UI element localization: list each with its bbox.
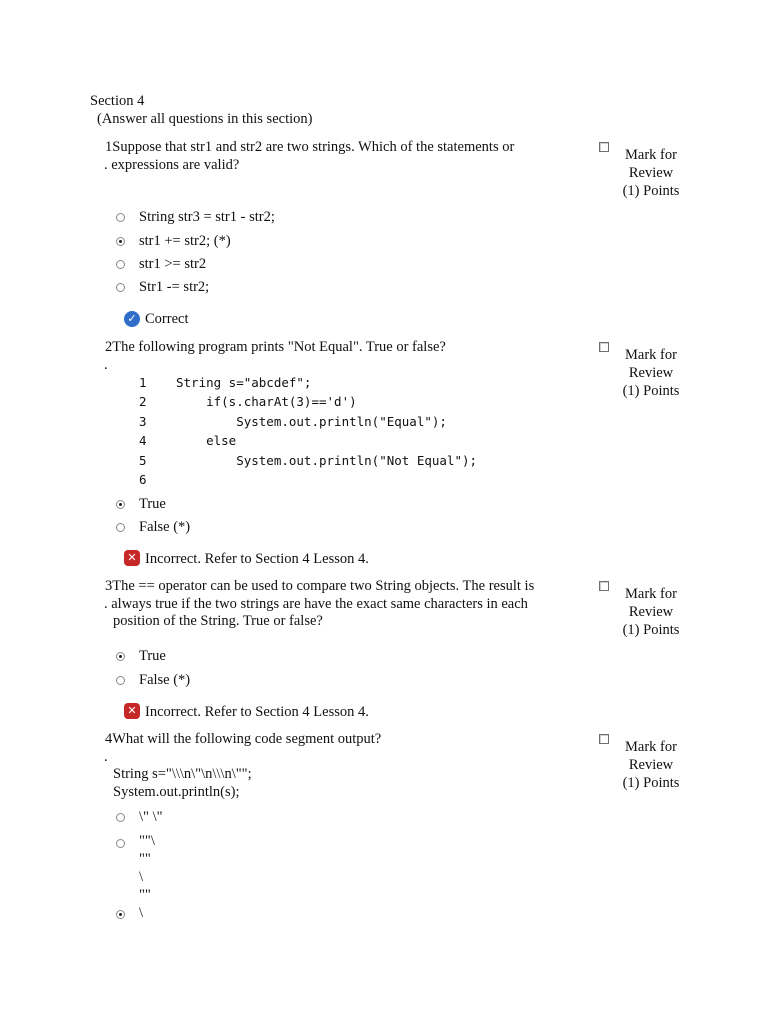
answer-label: String str3 = str1 - str2; (139, 209, 275, 225)
feedback-text: Correct (145, 311, 189, 327)
question-number: 2 (105, 339, 113, 355)
question-dot: . (104, 749, 108, 765)
points-label: (1) Points (622, 622, 680, 638)
mark-for-review-line1: Mark for (625, 739, 677, 755)
answer-radio[interactable] (116, 283, 125, 292)
code-line: System.out.println("Not Equal"); (176, 453, 478, 468)
code-line: if(s.charAt(3)=='d') (176, 394, 357, 409)
question-text-line: What will the following code segment output? (112, 731, 382, 747)
mark-for-review-line2: Review (628, 757, 674, 773)
question-text (105, 338, 446, 356)
answer-radio[interactable] (116, 676, 125, 685)
answer-label: False (*) (139, 672, 191, 688)
mark-for-review-label (596, 146, 706, 200)
answer-label: False (*) (139, 519, 191, 535)
question-text-line-content: always true if the two strings are have the exact same characters in each (111, 596, 528, 612)
question-text-line: The == operator can be used to compare two String objects. The result is (112, 578, 535, 594)
mark-for-review-label (596, 585, 706, 639)
answer-radio-selected[interactable] (116, 652, 125, 661)
answer-label-line: "" (139, 851, 151, 867)
code-line-number: 3 (139, 414, 147, 429)
answer-label: \ (139, 905, 144, 921)
code-line-number: 2 (139, 394, 147, 409)
question-text (105, 577, 534, 595)
mark-for-review-line2: Review (628, 604, 674, 620)
question-text-line: The following program prints "Not Equal". True or false? (112, 339, 446, 355)
code-line-number: 5 (139, 453, 147, 468)
x-icon: ✕ (124, 703, 140, 719)
section-instructions: (Answer all questions in this section) (97, 111, 313, 127)
x-icon: ✕ (124, 550, 140, 566)
code-line-number: 1 (139, 375, 147, 390)
code-line: String s="abcdef"; (176, 375, 312, 390)
feedback-text: Incorrect. Refer to Section 4 Lesson 4. (145, 551, 369, 567)
points-label: (1) Points (622, 775, 680, 791)
code-line: String s="\\\n\"\n\\\n\""; (113, 766, 252, 782)
code-line: System.out.println("Equal"); (176, 414, 447, 429)
question-dot: . (104, 357, 108, 373)
question-text-line: Suppose that str1 and str2 are two strings. Which of the statements or (112, 139, 515, 155)
answer-radio[interactable] (116, 813, 125, 822)
section-title: Section 4 (90, 93, 145, 109)
answer-radio[interactable] (116, 260, 125, 269)
mark-for-review-line2: Review (628, 165, 674, 181)
answer-radio[interactable] (116, 839, 125, 848)
question-text (105, 730, 381, 748)
code-line-number: 6 (139, 472, 147, 487)
mark-for-review-label (596, 346, 706, 400)
answer-label: True (139, 496, 166, 512)
answer-radio[interactable] (116, 523, 125, 532)
answer-radio-selected[interactable] (116, 910, 125, 919)
answer-label-line: "" (139, 887, 151, 903)
answer-label: Str1 -= str2; (139, 279, 210, 295)
question-text-line: position of the String. True or false? (113, 613, 323, 629)
mark-for-review-line1: Mark for (625, 586, 677, 602)
answer-label: str1 >= str2 (139, 256, 207, 272)
answer-radio-selected[interactable] (116, 500, 125, 509)
answer-label: True (139, 648, 166, 664)
answer-label: str1 += str2; (*) (139, 233, 231, 249)
check-icon: ✓ (124, 311, 140, 327)
question-number: 4 (105, 731, 113, 747)
question-number: 1 (105, 139, 113, 155)
code-line: else (176, 433, 237, 448)
code-line: System.out.println(s); (113, 784, 240, 800)
code-line-number: 4 (139, 433, 147, 448)
question-number: 3 (105, 578, 113, 594)
question-text-line: . expressions are valid? (104, 157, 240, 173)
answer-label: ""\ (139, 833, 155, 849)
points-label: (1) Points (622, 383, 680, 399)
mark-for-review-label (596, 738, 706, 792)
answer-label: \" \" (139, 809, 163, 825)
mark-for-review-line1: Mark for (625, 347, 677, 363)
question-text-line-content: expressions are valid? (111, 157, 240, 173)
answer-label-line: \ (139, 869, 144, 885)
points-label: (1) Points (622, 183, 680, 199)
answer-radio[interactable] (116, 213, 125, 222)
mark-for-review-line1: Mark for (625, 147, 677, 163)
question-text-line: . always true if the two strings are have the exact same characters in each (104, 596, 528, 612)
question-text (105, 138, 514, 156)
answer-radio-selected[interactable] (116, 237, 125, 246)
feedback-text: Incorrect. Refer to Section 4 Lesson 4. (145, 704, 369, 720)
mark-for-review-line2: Review (628, 365, 674, 381)
